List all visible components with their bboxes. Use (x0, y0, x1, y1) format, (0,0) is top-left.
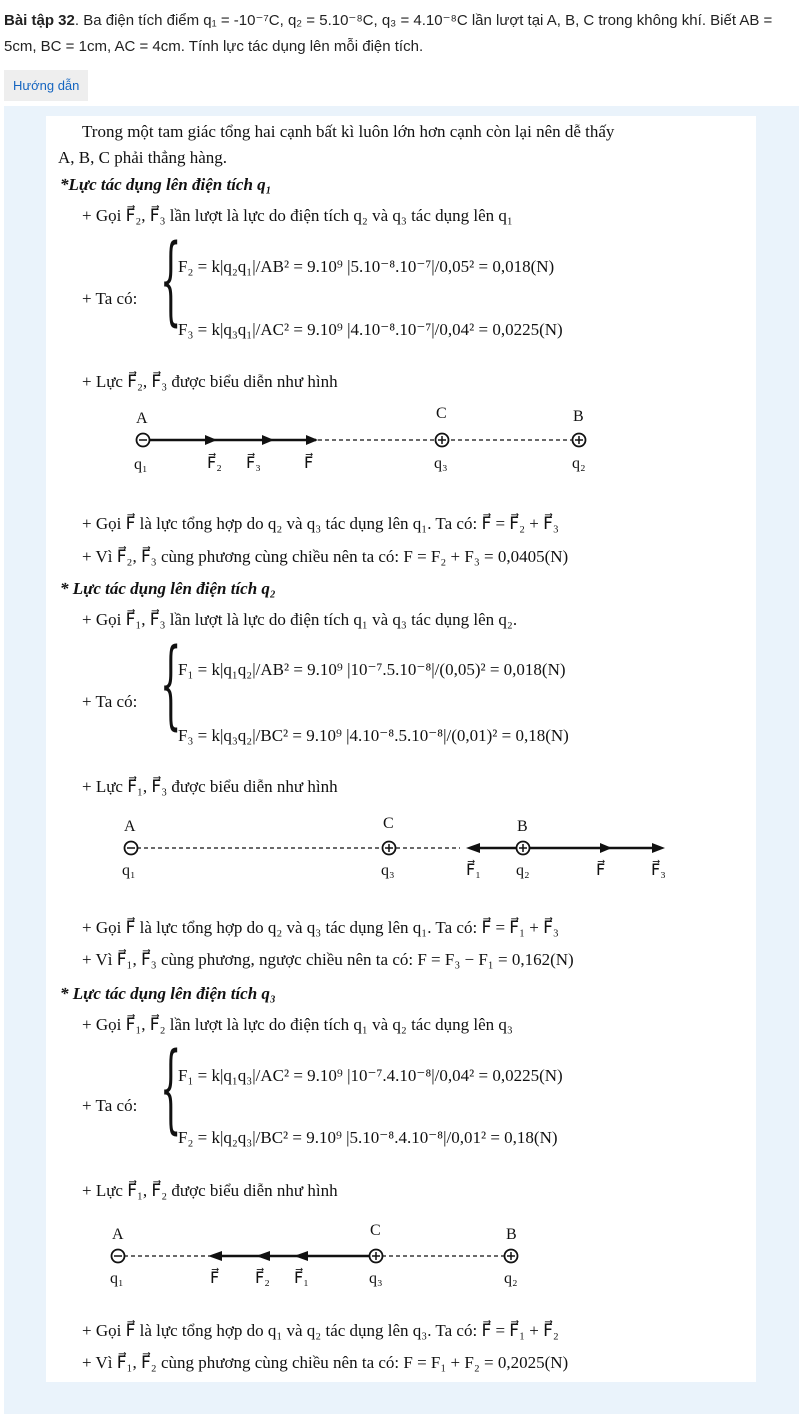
d2-label-f1: F⃗₁ (466, 862, 481, 879)
d2-label-f3: F⃗₃ (651, 862, 666, 879)
d2-label-q1: q₁ (122, 862, 136, 879)
d2-label-a: A (124, 818, 136, 835)
d3-charge-b (505, 1250, 518, 1263)
section-1-eq-2: F₃ = k|q₃q₁|/AC² = 9.10⁹ |4.10⁻⁸.10⁻⁷|/0,04² = 0,0225(N) (178, 320, 563, 339)
section-2-line-4: + Vì F⃗₁, F⃗₃ cùng phương, ngược chiều nên ta có: F = F₃ − F₁ = 0,162(N) (82, 950, 574, 969)
section-3-line-2: + Lực F⃗₁, F⃗₂ được biểu diễn như hình (82, 1181, 338, 1200)
section-1-heading: *Lực tác dụng lên điện tích q₁ (60, 175, 272, 194)
section-1-ta-co: + Ta có: (82, 289, 138, 308)
section-3-ta-co: + Ta có: (82, 1096, 138, 1115)
section-3-line-4: + Vì F⃗₁, F⃗₂ cùng phương cùng chiều nên ta có: F = F₁ + F₂ = 0,2025(N) (82, 1353, 569, 1372)
d3-charge-c (370, 1250, 383, 1263)
section-2-line-1: + Gọi F⃗₁, F⃗₃ lần lượt là lực do điện tích q₁ và q₃ tác dụng lên q₂. (82, 610, 518, 629)
d2-label-c: C (383, 815, 394, 832)
section-1-line-2: + Lực F⃗₂, F⃗₃ được biểu diễn như hình (82, 372, 338, 391)
section-3-line-1: + Gọi F⃗₁, F⃗₂ lần lượt là lực do điện tích q₁ và q₂ tác dụng lên q₃ (82, 1015, 513, 1034)
section-1-line-1: + Gọi F⃗₂, F⃗₃ lần lượt là lực do điện tích q₂ và q₃ tác dụng lên q₁ (82, 206, 513, 225)
section-2-heading: * Lực tác dụng lên điện tích q₂ (60, 579, 276, 598)
d1-label-f: F⃗ (304, 455, 314, 472)
d1-label-f2: F⃗₂ (207, 455, 222, 472)
d2-label-b: B (517, 818, 528, 835)
section-1-brace: { (160, 224, 182, 336)
section-3-eq-1: F₁ = k|q₁q₃|/AC² = 9.10⁹ |10⁻⁷.4.10⁻⁸|/0,04² = 0,0225(N) (178, 1066, 563, 1085)
section-2-line-3: + Gọi F⃗ là lực tổng hợp do q₂ và q₃ tác dụng lên q₁. Ta có: F⃗ = F⃗₁ + F⃗₃ (82, 918, 559, 937)
section-2-line-2: + Lực F⃗₁, F⃗₃ được biểu diễn như hình (82, 777, 338, 796)
guide-button[interactable]: Hướng dẫn (4, 70, 88, 101)
d3-label-q3: q₃ (369, 1270, 383, 1287)
section-2-eq-2: F₃ = k|q₃q₂|/BC² = 9.10⁹ |4.10⁻⁸.5.10⁻⁸|/(0,01)² = 0,18(N) (178, 726, 569, 745)
d1-label-f3: F⃗₃ (246, 455, 261, 472)
problem-text: . Ba điện tích điểm q₁ = -10⁻⁷C, q₂ = 5.10⁻⁸C, q₃ = 4.10⁻⁸C lần lượt tại A, B, C trong không khí. Biết AB = 5cm, BC = 1cm, AC = 4cm. Tính lực tác dụng lên mỗi điện tích. (4, 12, 773, 55)
d1-label-a: A (136, 410, 148, 427)
d3-label-q1: q₁ (110, 1270, 124, 1287)
d1-label-b: B (573, 408, 584, 425)
intro-line-2: A, B, C phải thẳng hàng. (58, 148, 228, 167)
d3-label-b: B (506, 1226, 517, 1243)
diagram-3-lines (124, 1251, 505, 1261)
d2-label-f: F⃗ (596, 862, 606, 879)
d3-label-f: F⃗ (210, 1270, 220, 1287)
d3-label-f2: F⃗₂ (255, 1270, 270, 1287)
section-2-eq-1: F₁ = k|q₁q₂|/AB² = 9.10⁹ |10⁻⁷.5.10⁻⁸|/(0,05)² = 0,018(N) (178, 660, 566, 679)
section-3-heading: * Lực tác dụng lên điện tích q₃ (60, 984, 276, 1003)
d2-label-q3: q₃ (381, 862, 395, 879)
d3-label-c: C (370, 1222, 381, 1239)
intro-line-1: Trong một tam giác tổng hai cạnh bất kì luôn lớn hơn cạnh còn lại nên dễ thấy (82, 122, 615, 141)
section-1-line-3: + Gọi F⃗ là lực tổng hợp do q₂ và q₃ tác dụng lên q₁. Ta có: F⃗ = F⃗₂ + F⃗₃ (82, 514, 559, 533)
d1-label-c: C (436, 405, 447, 422)
d3-label-a: A (112, 1226, 124, 1243)
d1-label-q2: q₂ (572, 455, 586, 472)
d3-charge-a (112, 1250, 125, 1263)
section-3-brace: { (160, 1032, 182, 1144)
section-3-line-3: + Gọi F⃗ là lực tổng hợp do q₁ và q₂ tác dụng lên q₃. Ta có: F⃗ = F⃗₁ + F⃗₂ (82, 1321, 559, 1340)
d1-label-q1: q₁ (134, 456, 148, 473)
d2-label-q2: q₂ (516, 862, 530, 879)
problem-label: Bài tập 32 (4, 12, 75, 29)
section-2-brace: { (160, 628, 182, 740)
d3-label-f1: F⃗₁ (294, 1270, 309, 1287)
d3-label-q2: q₂ (504, 1270, 518, 1287)
section-1-eq-1: F₂ = k|q₂q₁|/AB² = 9.10⁹ |5.10⁻⁸.10⁻⁷|/0,05² = 0,018(N) (178, 257, 555, 276)
d1-label-q3: q₃ (434, 455, 448, 472)
section-1-line-4: + Vì F⃗₂, F⃗₃ cùng phương cùng chiều nên ta có: F = F₂ + F₃ = 0,0405(N) (82, 547, 569, 566)
section-3-eq-2: F₂ = k|q₂q₃|/BC² = 9.10⁹ |5.10⁻⁸.4.10⁻⁸|/0,01² = 0,18(N) (178, 1128, 558, 1147)
section-2-ta-co: + Ta có: (82, 692, 138, 711)
